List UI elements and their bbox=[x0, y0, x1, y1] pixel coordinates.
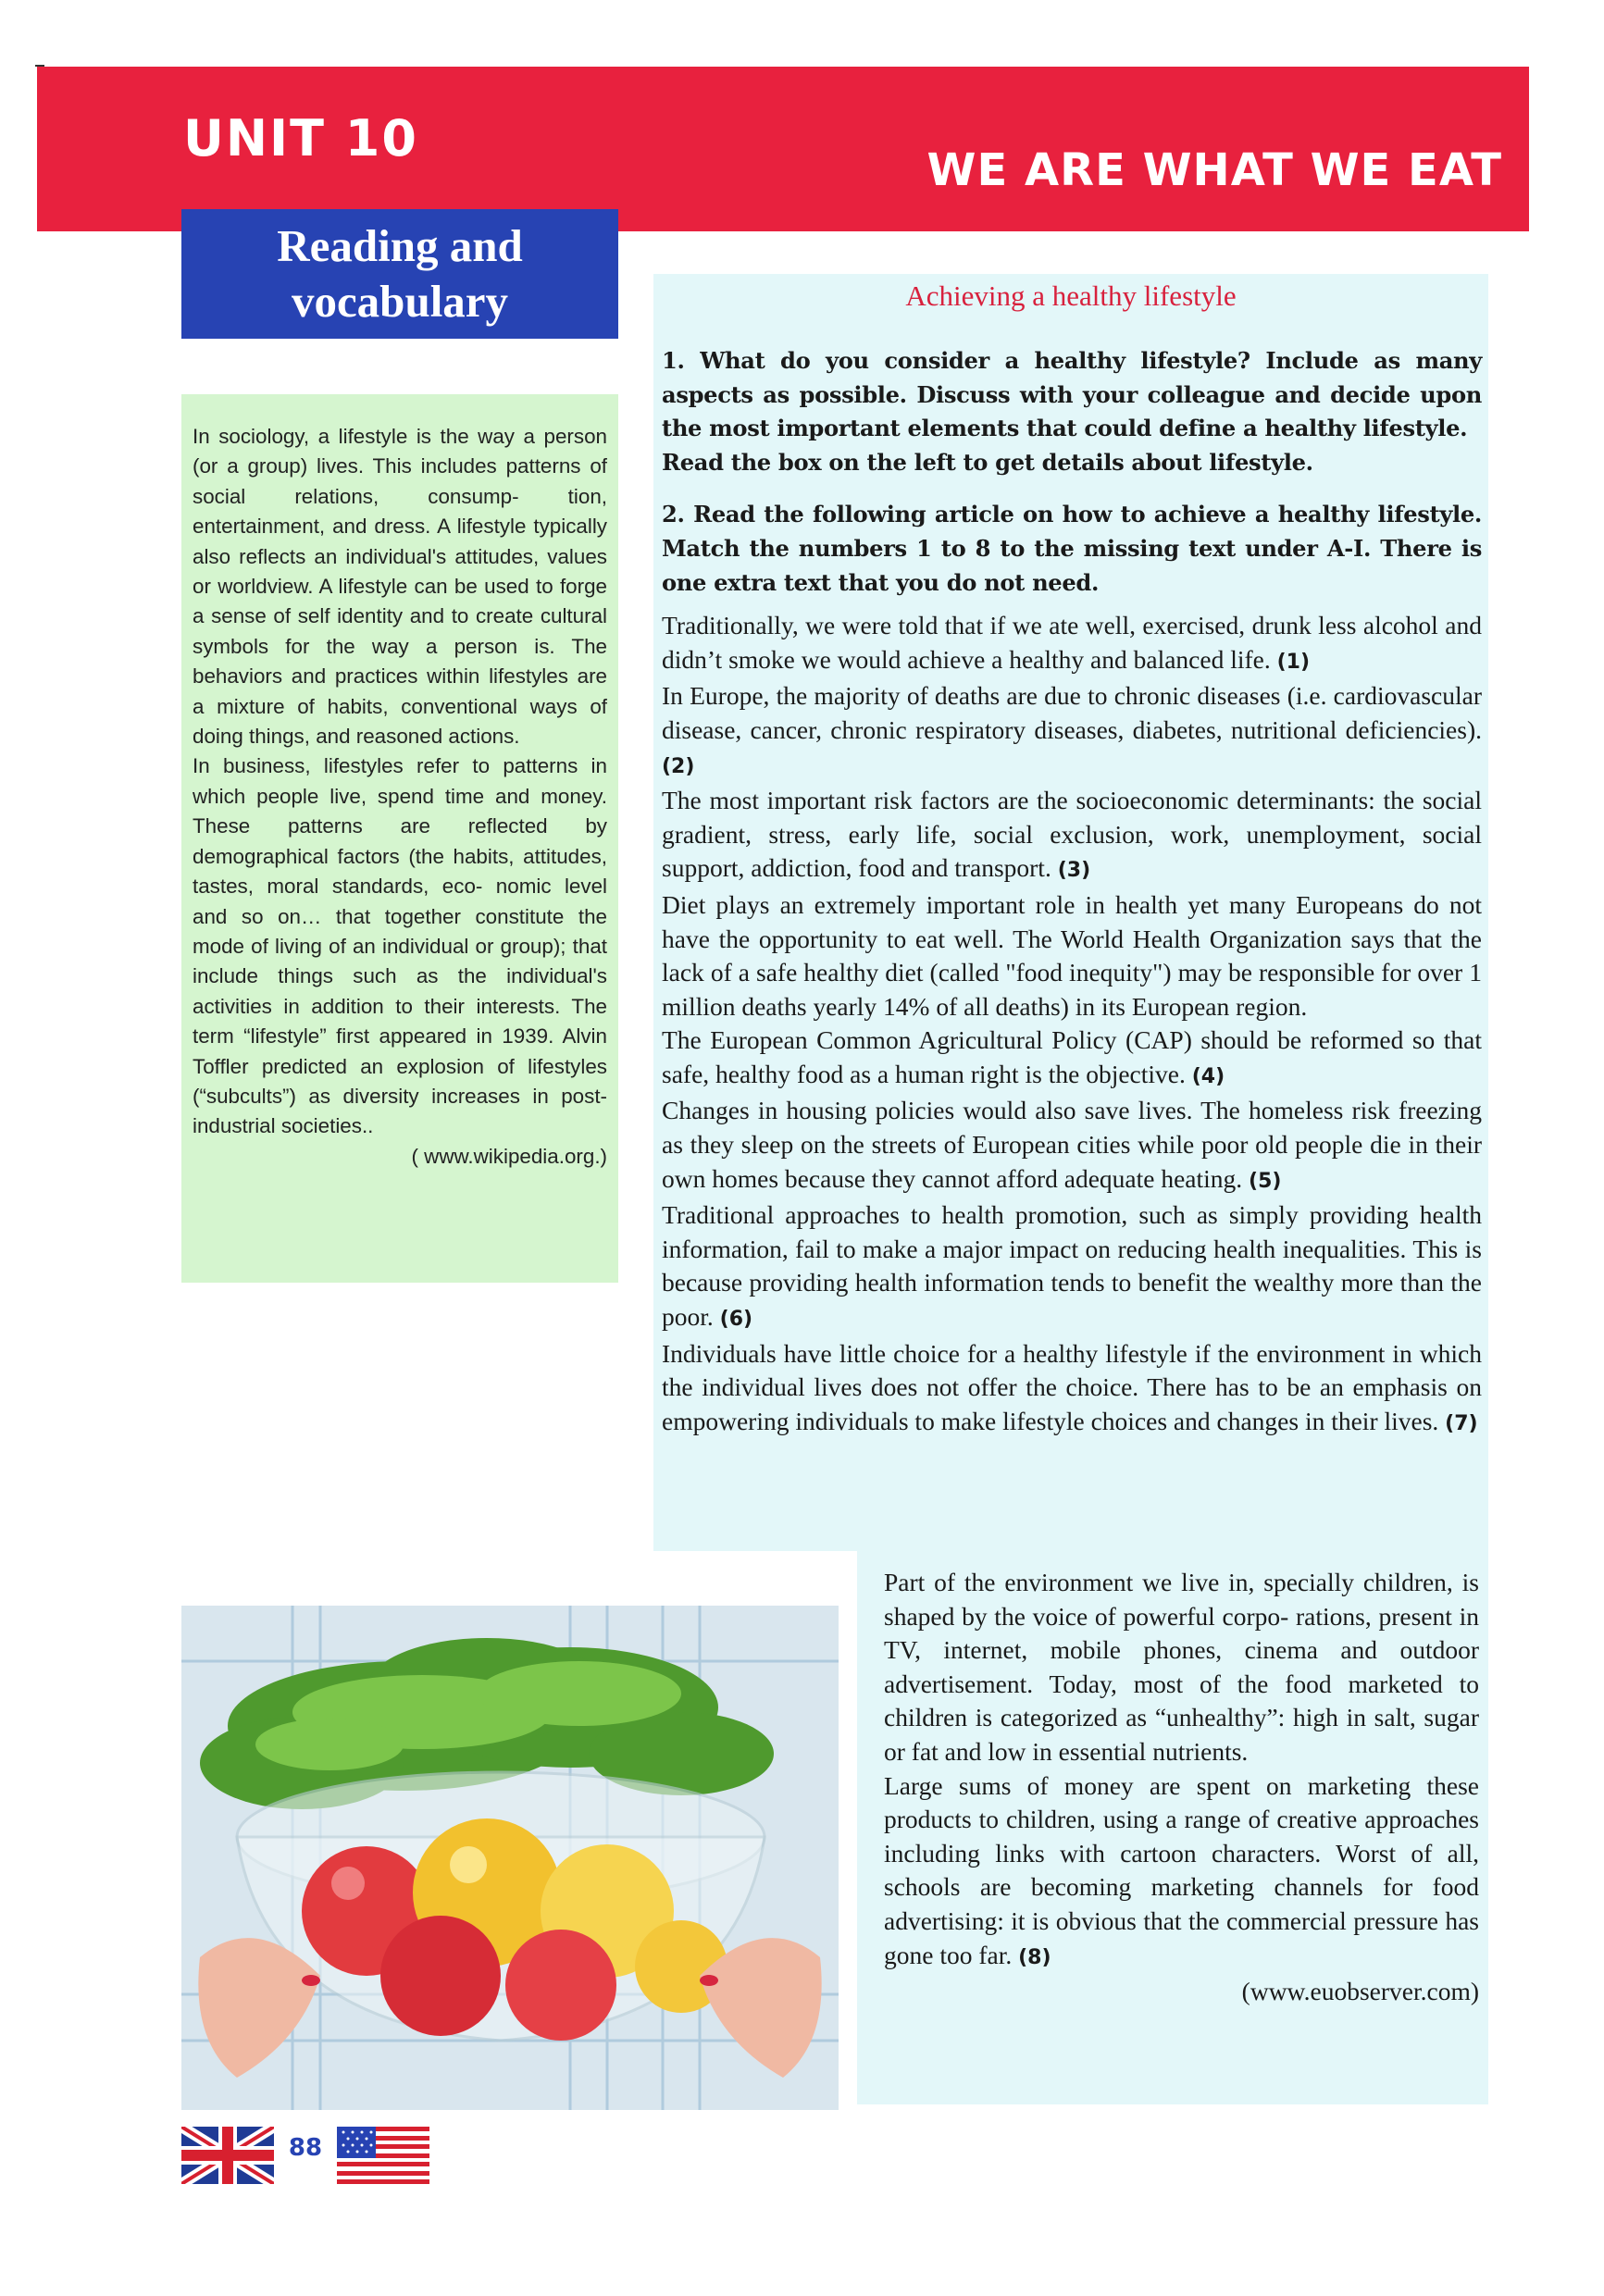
article-paragraph bbox=[884, 1769, 1479, 1976]
unit-number: UNIT 10 bbox=[183, 109, 418, 168]
gap-number: (2) bbox=[662, 754, 695, 778]
article-paragraph bbox=[662, 1024, 1482, 1094]
section-heading-line1: Reading and bbox=[277, 220, 523, 271]
vegetable-bowl-illustration bbox=[181, 1606, 839, 2110]
info-paragraph: In sociology, a lifestyle is the way a person (or a group) lives. This includes patterns of social relations, consump- tion, entertainment, and dress. A lifestyle typically also reflects an individual's attitudes, values or worldview. A lifestyle can be used to forge a sense of self identity and to create cultural symbols for the way a person is. The behaviors and practices within lifestyles are a mixture of habits, conventional ways of doing things, and reasoned actions. bbox=[193, 425, 607, 749]
paragraph-text: Traditional approaches to health promotion, such as simply providing health information, fail to make a major impact on reducing health inequalities. This is because providing health information tends to benefit the wealthy more than the poor. bbox=[662, 1200, 1482, 1332]
article-title: Achieving a healthy lifestyle bbox=[905, 279, 1237, 312]
page-footer bbox=[181, 2127, 429, 2184]
gap-number: (8) bbox=[1018, 1945, 1051, 1969]
lifestyle-info-box bbox=[181, 394, 618, 1283]
section-heading-line2: vocabulary bbox=[291, 276, 509, 327]
section-heading bbox=[181, 209, 618, 339]
paragraph-text: The most important risk factors are the socioeconomic determinants: the social gradient, stress, early life, social exclusion, work, unemployment, social support, addiction, food and transport. bbox=[662, 786, 1482, 883]
gap-number: (6) bbox=[719, 1308, 753, 1332]
task-1-instruction: Read the box on the left to get details about lifestyle. bbox=[662, 448, 1313, 476]
article-paragraph bbox=[662, 1337, 1482, 1442]
paragraph-text: Individuals have little choice for a healthy lifestyle if the environment in which the individual lives does not offer the choice. There has to be an emphasis on empowering individuals to make lifestyle choices and changes in their lives. bbox=[662, 1338, 1482, 1435]
article-paragraph bbox=[662, 888, 1482, 1024]
gap-number: (3) bbox=[1057, 859, 1091, 883]
unit-title: WE ARE WHAT WE EAT bbox=[926, 144, 1502, 196]
article-paragraph bbox=[662, 784, 1482, 888]
us-flag-icon bbox=[337, 2127, 429, 2184]
task-1 bbox=[662, 344, 1482, 479]
info-source: ( www.wikipedia.org.) bbox=[411, 1144, 607, 1168]
article-source: (www.euobserver.com) bbox=[1241, 1977, 1479, 2006]
page-number: 88 bbox=[288, 2134, 323, 2162]
gap-number: (1) bbox=[1276, 650, 1311, 674]
vegetable-bowl-photo bbox=[181, 1606, 839, 2110]
article-body bbox=[662, 344, 1482, 1441]
paragraph-text: The European Common Agricultural Policy (CAP) should be reformed so that safe, healthy food as a human right is the objective. bbox=[662, 1025, 1482, 1088]
paragraph-text: Large sums of money are spent on marketing these products to children, using a range of creative approaches including links with cartoon characters. Worst of all, schools are becoming marketing channels for food advertising: it is obvious that the commercial pressure has gone too far. bbox=[884, 1770, 1479, 1969]
paragraph-text: In Europe, the majority of deaths are due to chronic diseases (i.e. cardiovascular disease, cancer, chronic respiratory diseases, diabetes, nutritional deficiencies). bbox=[662, 681, 1482, 744]
paragraph-text: Traditionally, we were told that if we ate well, exercised, drunk less alcohol and didn’t smoke we would achieve a healthy and balanced life. bbox=[662, 611, 1482, 674]
article-paragraph bbox=[662, 679, 1482, 784]
article-paragraph bbox=[884, 1566, 1479, 1769]
paragraph-text: Changes in housing policies would also save lives. The homeless risk freezing as they sleep on the streets of European cities while poor old people die in their own homes because they cannot afford adequate heating. bbox=[662, 1096, 1482, 1193]
article-paragraph bbox=[662, 609, 1482, 679]
article-paragraph bbox=[662, 1094, 1482, 1198]
gap-number: (5) bbox=[1249, 1169, 1282, 1193]
info-paragraph: In business, lifestyles refer to patterns in which people live, spend time and money. These patterns are reflected by demographical factors (the habits, attitudes, tastes, moral standards, eco- nomic level and so on… that together constitute the mode of living of an individual or group); that include things such as the individual's activities in addition to their interests. The term “lifestyle” first appeared in 1939. Alvin Toffler predicted an explosion of lifestyles (“subcults”) as diversity increases in post-industrial societies.. bbox=[193, 754, 607, 1138]
article-paragraph bbox=[662, 1198, 1482, 1336]
paragraph-text: Diet plays an extremely important role in health yet many Europeans do not have the opportunity to eat well. The World Health Organization says that the lack of a safe healthy diet (called "food inequity") may be responsible for over 1 million deaths yearly 14% of all deaths) in its European region. bbox=[662, 889, 1482, 1021]
gap-number: (7) bbox=[1445, 1411, 1478, 1435]
paragraph-text: Part of the environment we live in, specially children, is shaped by the voice of powerful corpo- rations, present in TV, internet, mobile phones, cinema and outdoor advertisement. Today, most of the food marketed to children is categorized as “unhealthy”: high in salt, sugar or fat and low in essential nutrients. bbox=[884, 1568, 1479, 1766]
gap-number: (4) bbox=[1191, 1064, 1225, 1088]
uk-flag-icon bbox=[181, 2127, 274, 2184]
task-1-question: 1. What do you consider a healthy lifestyle? Include as many aspects as possible. Discuss with your colleague and decide upon the most important elements that could define a healthy lifestyle. bbox=[662, 347, 1482, 442]
article-body-lower bbox=[884, 1566, 1479, 2009]
task-2: 2. Read the following article on how to achieve a healthy lifestyle. Match the numbers 1 to 8 to the missing text under A-I. There is one extra text that you do not need. bbox=[662, 501, 1482, 596]
